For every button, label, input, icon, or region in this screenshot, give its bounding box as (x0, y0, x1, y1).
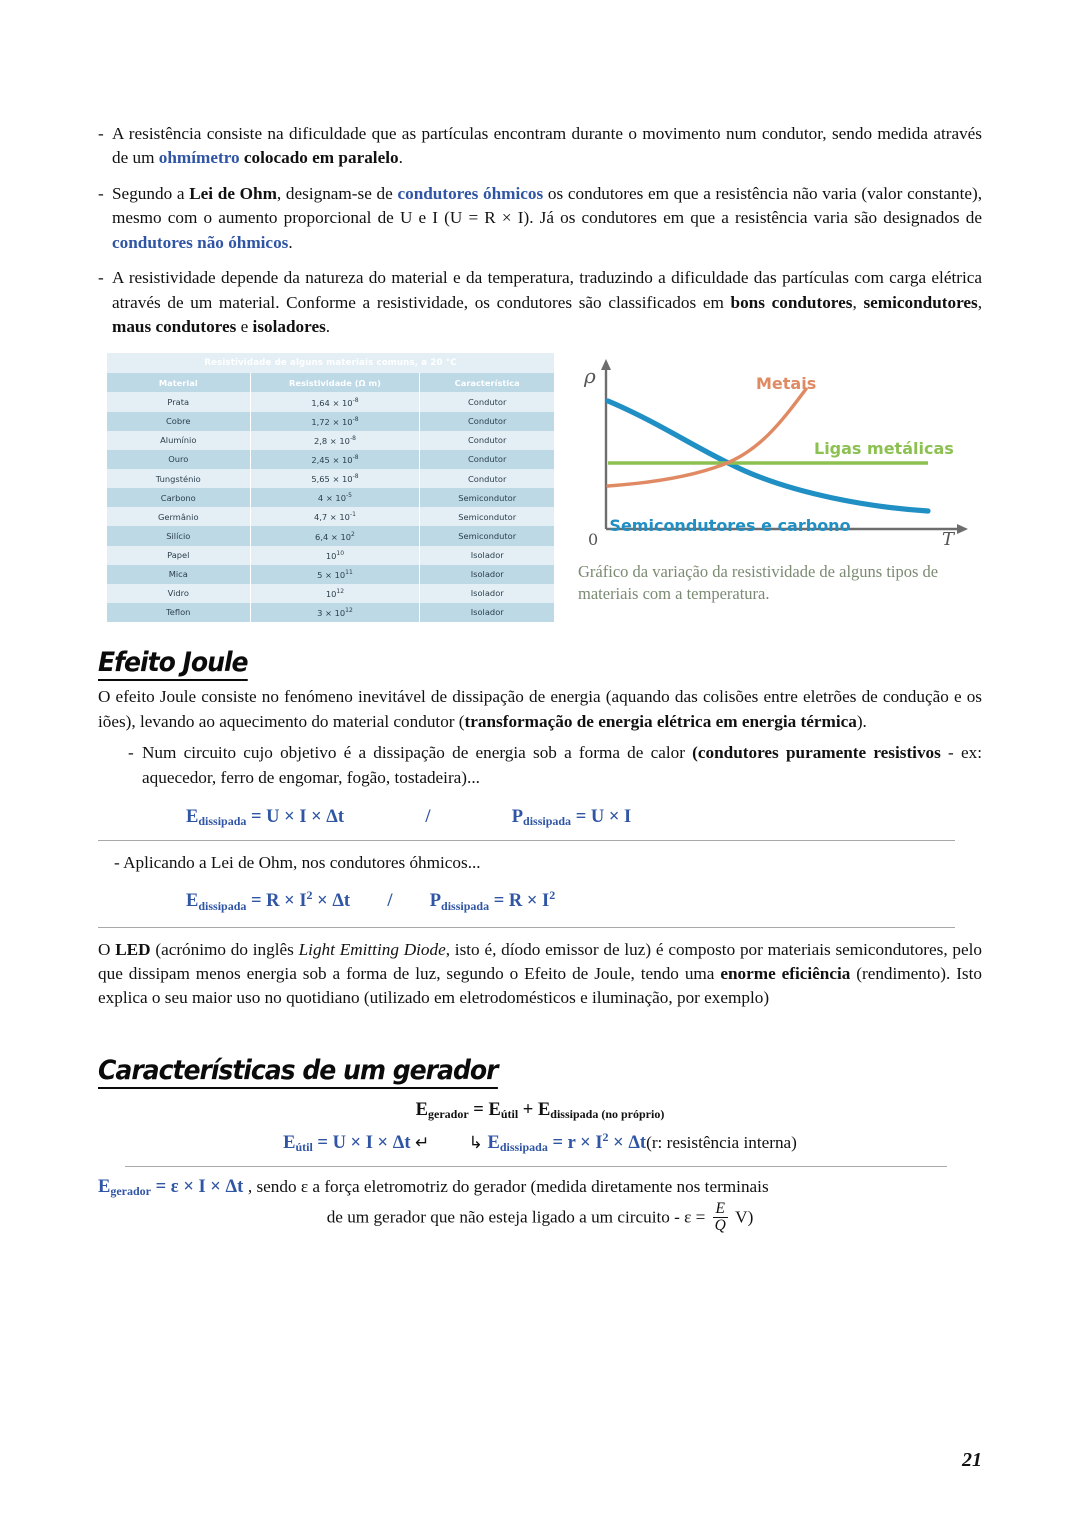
seg-normal: O (98, 939, 116, 959)
definition-text: de um gerador que não esteja ligado a um circuito - ε = (326, 1207, 710, 1227)
bullet-text (112, 182, 982, 255)
formula-split-util-dissipada (98, 1130, 982, 1154)
table-row (107, 450, 554, 469)
rhs-expression: = U × I × Δt (251, 807, 345, 828)
equals: = (468, 1099, 489, 1120)
bullet-resistencia (98, 122, 982, 171)
subscript-dissipada: dissipada (198, 898, 247, 913)
cell-resistividade (250, 546, 420, 565)
table-row (107, 565, 554, 584)
table-row (107, 431, 554, 450)
formula-separator-2 (98, 927, 955, 928)
cell-resistividade (250, 469, 420, 488)
seg-normal: A resistência consiste na dificuldade que as partículas encontram durante o movimento num condutor, sendo medida através de um (112, 124, 982, 168)
chart-caption: Gráfico da variação da resistividade de alguns tipos de materiais com a temperatura. (578, 562, 939, 604)
cell-resistividade (250, 507, 420, 526)
cell-material: Tungsténio (107, 469, 250, 488)
subscript-dissipada-no-proprio: dissipada (no próprio) (550, 1106, 665, 1121)
cell-material: Cobre (107, 412, 250, 431)
chart-svg (570, 351, 980, 551)
seg-normal: , designam-se de (276, 183, 398, 203)
seg-normal: A resistividade depende da natureza do material e da temperatura, traduzindo a dificuldade das partículas com carga elétrica através de um material. Conforme a resistividade, os condutores são classificados em (112, 268, 982, 312)
table-row (107, 546, 554, 565)
page-content (98, 122, 982, 1236)
series-label-ligas-metalicas: Ligas metálicas (814, 439, 954, 459)
cell-caracteristica: Condutor (420, 469, 554, 488)
mantissa: 1,64 × 10 (311, 397, 353, 408)
tail-bold-forca-eletromotriz: força eletromotriz do gerador (324, 1177, 527, 1197)
table-row (107, 526, 554, 545)
col-header-caracteristica: Característica (420, 373, 554, 392)
cell-material: Germânio (107, 507, 250, 526)
fraction-E-over-Q (713, 1201, 728, 1235)
seg-ohmimetro: ohmímetro (158, 148, 240, 168)
ohm-note: - Aplicando a Lei de Ohm, nos condutores óhmicos... (114, 853, 481, 873)
note-resistencia-interna: (r: resistência interna) (646, 1133, 797, 1153)
exponent: 12 (336, 587, 345, 595)
cell-caracteristica: Condutor (420, 392, 554, 411)
mantissa: 4,7 × 10 (313, 512, 350, 523)
seg-bons-condutores: bons condutores (730, 292, 853, 312)
seg-normal: Num circuito cujo objetivo é a dissipação de energia sob a forma de calor (142, 743, 693, 763)
rhs-tail: × Δt (312, 891, 351, 912)
mantissa: 3 × 10 (317, 607, 346, 618)
symbol-E: E (186, 891, 199, 912)
subscript-util: útil (295, 1140, 313, 1155)
seg-normal: , isto é, díodo emissor de luz) é composto por materiais semicondutores, pelo que dissipam menos energia sob a forma de luz, segundo o Efeito de Joule, tendo uma (98, 939, 983, 984)
seg-normal: (rendimento). Isto explica o seu maior uso no quotidiano (utilizado em eletrodomésticos e iluminação, por exemplo) (98, 964, 982, 1008)
cell-material: Mica (107, 565, 250, 584)
cell-caracteristica: Isolador (420, 546, 554, 565)
seg-close: ). (856, 711, 867, 731)
symbol-P: P (429, 891, 442, 912)
symbol-E: E (488, 1099, 501, 1120)
subscript-dissipada: dissipada (441, 898, 490, 913)
resistivity-table (107, 353, 554, 622)
cell-material: Ouro (107, 450, 250, 469)
rhs-tail: × Δt (608, 1133, 647, 1154)
seg-normal: os condutores em que a resistência não varia (valor constante), mesmo com o aumento proporcional de U e I (U = R × I). Já os condutores em que a resistência varia são designados de (112, 183, 983, 228)
mantissa: 2,45 × 10 (311, 454, 353, 465)
seg-normal: (acrónimo do inglês (150, 939, 299, 959)
cell-caracteristica: Semicondutor (420, 507, 554, 526)
seg-lei-de-ohm: Lei de Ohm (189, 183, 277, 203)
cell-caracteristica: Condutor (420, 431, 554, 450)
y-axis-label: ρ (584, 364, 596, 389)
cell-material: Papel (107, 546, 250, 565)
series-metais-curve (608, 389, 806, 486)
rhs-expression: = R × I (493, 891, 550, 912)
arrow-down-right-icon: ↳ (468, 1133, 483, 1154)
cell-caracteristica: Condutor (420, 450, 554, 469)
resistivity-temperature-chart (570, 351, 980, 605)
table-row (107, 507, 554, 526)
symbol-E: E (537, 1099, 551, 1120)
seg-comma: , (852, 292, 864, 312)
col-header-material: Material (107, 373, 250, 392)
bullet-text (142, 741, 982, 790)
symbol-E: E (487, 1133, 500, 1154)
seg-isoladores: isoladores (252, 316, 326, 336)
exponent: -1 (349, 511, 356, 519)
tail-text: , sendo ε a (247, 1177, 325, 1197)
formula-divider: / (425, 807, 431, 828)
page-number: 21 (962, 1449, 982, 1471)
table-row (107, 412, 554, 431)
table-title: Resistividade de alguns materiais comuns, a 20 °C (107, 353, 554, 373)
bullet-dash: - (98, 183, 104, 203)
series-label-semicondutores: Semicondutores e carbono (609, 516, 851, 536)
cell-material: Alumínio (107, 431, 250, 450)
bullet-dash: - (98, 268, 104, 288)
table-title-row (107, 353, 554, 373)
seg-condutores-nao-ohmicos: condutores não óhmicos (112, 232, 289, 252)
table-row (107, 603, 554, 622)
seg-paralelo: colocado em paralelo (243, 148, 399, 168)
cell-material: Prata (107, 392, 250, 411)
cell-resistividade (250, 412, 420, 431)
table-row (107, 392, 554, 411)
col-header-resistividade: Resistividade (Ω m) (250, 373, 420, 392)
exponent: 11 (345, 568, 353, 576)
mantissa: 5,65 × 10 (311, 473, 353, 484)
seg-enorme-eficiencia: enorme eficiência (720, 964, 851, 984)
seg-condutores-resistivos: (condutores puramente resistivos (692, 743, 941, 763)
mantissa: 10 (325, 550, 337, 561)
subscript-dissipada: dissipada (499, 1140, 548, 1155)
cell-caracteristica: Isolador (420, 584, 554, 603)
section-efeito-joule (98, 647, 982, 681)
table-row (107, 488, 554, 507)
bullet-circuito-dissipacao (98, 741, 982, 790)
cell-material: Carbono (107, 488, 250, 507)
exponent: 2 (351, 530, 355, 538)
series-label-metais: Metais (756, 374, 817, 394)
cell-caracteristica: Isolador (420, 565, 554, 584)
bullet-dash: - (98, 124, 104, 143)
mantissa: 1,72 × 10 (311, 416, 353, 427)
tail-text-2: (medida diretamente nos terminais (526, 1177, 769, 1197)
heading-efeito-joule: Efeito Joule (98, 647, 248, 681)
seg-examples: - ex: aquecedor, ferro de engomar, fogão, tostadeira)... (142, 743, 982, 787)
formula-separator-3 (125, 1166, 947, 1167)
rhs-expression: = ε × I × Δt (155, 1177, 244, 1198)
cell-resistividade (250, 488, 420, 507)
cell-resistividade (250, 584, 420, 603)
formula-separator-1 (98, 840, 955, 841)
exponent: 12 (345, 607, 353, 615)
cell-resistividade (250, 392, 420, 411)
efeito-joule-paragraph (98, 685, 982, 734)
figure-block (98, 353, 982, 623)
cell-caracteristica: Semicondutor (420, 526, 554, 545)
formula-energia-dissipada-ri2 (98, 888, 982, 912)
seg-maus-condutores: maus condutores (112, 316, 237, 336)
cell-caracteristica: Semicondutor (420, 488, 554, 507)
formula-balanco-energetico (98, 1100, 982, 1121)
exponent: -8 (352, 396, 359, 404)
cell-caracteristica: Isolador (420, 603, 554, 622)
symbol-E: E (415, 1099, 429, 1120)
seg-comma: , (977, 292, 982, 312)
bullet-resistividade (98, 266, 982, 339)
origin-label: 0 (588, 530, 599, 550)
symbol-E: E (186, 807, 199, 828)
seg-semicondutores: semicondutores (863, 292, 978, 312)
subscript-gerador: gerador (110, 1184, 151, 1199)
seg-normal: O efeito Joule consiste no fenómeno inevitável de dissipação de energia (aquando das colisões entre eletrões de condução e os iões), levando ao aquecimento do material condutor ( (98, 687, 982, 731)
mantissa: 4 × 10 (317, 493, 346, 504)
arrow-down-left-icon: ↵ (415, 1133, 430, 1154)
mantissa: 5 × 10 (317, 569, 346, 580)
table-header-row (107, 373, 554, 392)
x-axis-label: T (942, 529, 955, 551)
symbol-P: P (511, 807, 524, 828)
formula-forca-eletromotriz (98, 1177, 982, 1198)
bullet-text (112, 122, 982, 171)
exponent: 2 (306, 888, 313, 903)
seg-period: . (398, 148, 403, 168)
exponent: -5 (346, 492, 352, 500)
cell-resistividade (250, 450, 420, 469)
plus: + (518, 1099, 538, 1120)
exponent: -8 (352, 473, 359, 481)
y-axis-arrow-icon (601, 359, 611, 370)
mantissa: 2,8 × 10 (313, 435, 350, 446)
subscript-gerador: gerador (428, 1106, 469, 1121)
rhs-expression: = U × I (575, 807, 632, 828)
exponent: 10 (336, 549, 345, 557)
exponent: 2 (602, 1129, 609, 1144)
subscript-dissipada: dissipada (198, 814, 247, 829)
bullet-dash: - (128, 743, 134, 763)
bullet-lei-de-ohm (98, 182, 982, 255)
x-axis-arrow-icon (957, 524, 968, 534)
bullet-text (112, 266, 982, 339)
seg-normal: Segundo a (112, 183, 190, 203)
cell-material: Silício (107, 526, 250, 545)
cell-resistividade (250, 603, 420, 622)
seg-e: e (236, 316, 253, 336)
formula-energia-dissipada-ui (98, 807, 982, 828)
cell-material: Teflon (107, 603, 250, 622)
intro-bullet-list (98, 122, 982, 339)
fraction-numerator: E (713, 1201, 728, 1218)
exponent: -8 (352, 415, 359, 423)
symbol-E: E (98, 1177, 111, 1198)
rhs-expression: = U × I × Δt (317, 1133, 411, 1154)
subscript-util: útil (500, 1106, 519, 1121)
subscript-dissipada: dissipada (523, 814, 572, 829)
mantissa: 6,4 × 10 (315, 531, 352, 542)
exponent: -8 (352, 453, 359, 461)
emf-definition-line2 (98, 1202, 982, 1236)
rhs-expression: = R × I (251, 891, 307, 912)
heading-caracteristicas-gerador: Características de um gerador (98, 1055, 497, 1089)
cell-resistividade (250, 431, 420, 450)
mantissa: 10 (325, 588, 337, 599)
table-row (107, 584, 554, 603)
formula-divider: / (387, 891, 393, 912)
cell-resistividade (250, 565, 420, 584)
seg-condutores-ohmicos: condutores óhmicos (397, 183, 544, 203)
seg-light-emitting-diode: Light Emitting Diode (298, 939, 446, 959)
cell-material: Vidro (107, 584, 250, 603)
rhs-expression: = r × I (552, 1133, 603, 1154)
cell-caracteristica: Condutor (420, 412, 554, 431)
fraction-denominator: Q (714, 1217, 726, 1235)
cell-resistividade (250, 526, 420, 545)
seg-led: LED (115, 939, 151, 959)
led-paragraph (98, 938, 982, 1011)
exponent: -8 (349, 434, 356, 442)
symbol-E: E (283, 1133, 296, 1154)
seg-period: . (325, 316, 331, 336)
exponent: 2 (549, 888, 556, 903)
section-caracteristicas-gerador (98, 1055, 982, 1089)
seg-transformacao: transformação de energia elétrica em energia térmica (464, 711, 857, 731)
unit-volt: V) (730, 1207, 754, 1227)
table-row (107, 469, 554, 488)
seg-period: . (288, 232, 293, 252)
